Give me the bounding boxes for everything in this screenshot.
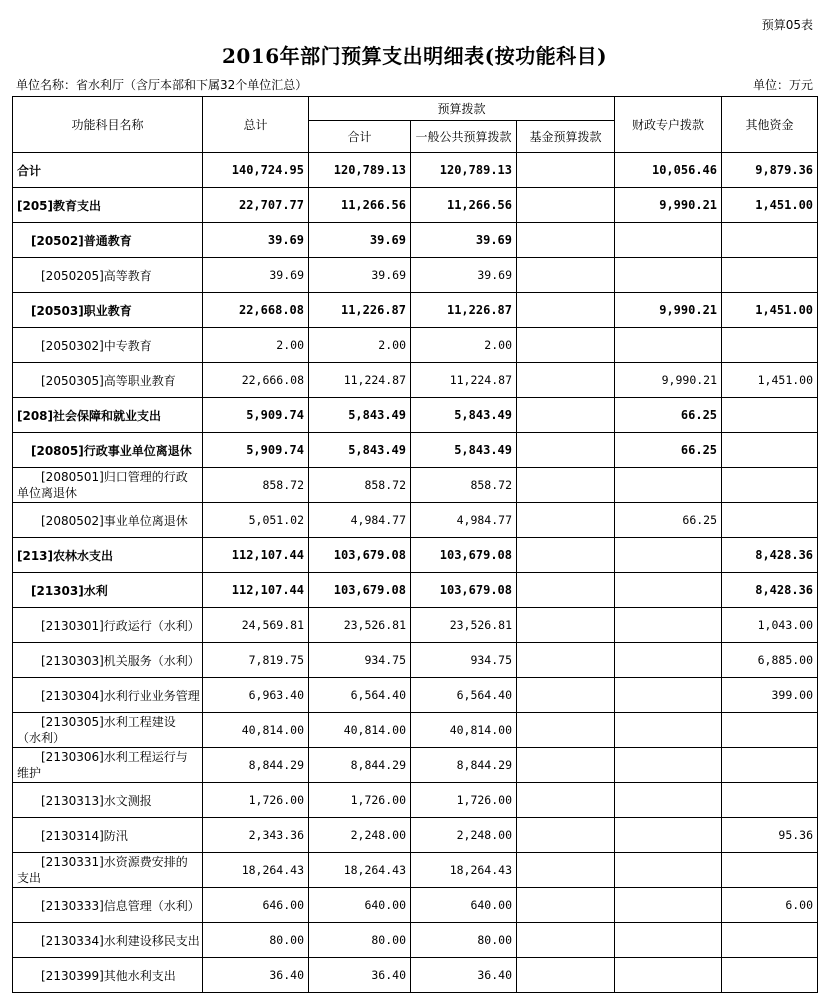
table-row xyxy=(13,608,818,643)
table-row xyxy=(13,713,818,748)
cell-special-funds xyxy=(615,783,722,818)
cell-special-funds xyxy=(615,573,722,608)
cell-budget-total: 36.40 xyxy=(309,958,411,993)
cell-budget-total: 1,726.00 xyxy=(309,783,411,818)
cell-total: 22,707.77 xyxy=(203,188,309,223)
table-row xyxy=(13,923,818,958)
cell-total: 39.69 xyxy=(203,223,309,258)
cell-other-funds: 1,451.00 xyxy=(722,363,818,398)
cell-other-funds: 399.00 xyxy=(722,678,818,713)
cell-other-funds: 1,043.00 xyxy=(722,608,818,643)
cell-other-funds xyxy=(722,853,818,888)
cell-fund-budget xyxy=(517,398,615,433)
cell-other-funds xyxy=(722,748,818,783)
cell-special-funds: 9,990.21 xyxy=(615,293,722,328)
cell-budget-total: 4,984.77 xyxy=(309,503,411,538)
cell-name: [2130305]水利工程建设（水利） xyxy=(13,713,203,748)
cell-general-budget: 2.00 xyxy=(411,328,517,363)
cell-name: [2130306]水利工程运行与维护 xyxy=(13,748,203,783)
cell-name: [2130314]防汛 xyxy=(13,818,203,853)
cell-budget-total: 640.00 xyxy=(309,888,411,923)
cell-total: 18,264.43 xyxy=(203,853,309,888)
cell-total: 112,107.44 xyxy=(203,573,309,608)
cell-general-budget: 18,264.43 xyxy=(411,853,517,888)
table-row xyxy=(13,398,818,433)
cell-other-funds: 6,885.00 xyxy=(722,643,818,678)
cell-special-funds xyxy=(615,678,722,713)
cell-fund-budget xyxy=(517,188,615,223)
table-body xyxy=(13,153,818,993)
cell-name: [2130303]机关服务（水利） xyxy=(13,643,203,678)
cell-name: [208]社会保障和就业支出 xyxy=(13,398,203,433)
table-row xyxy=(13,258,818,293)
cell-budget-total: 2.00 xyxy=(309,328,411,363)
cell-total: 80.00 xyxy=(203,923,309,958)
cell-other-funds xyxy=(722,503,818,538)
cell-total: 858.72 xyxy=(203,468,309,503)
cell-special-funds: 66.25 xyxy=(615,503,722,538)
cell-budget-total: 103,679.08 xyxy=(309,573,411,608)
cell-name: [2130399]其他水利支出 xyxy=(13,958,203,993)
cell-fund-budget xyxy=(517,468,615,503)
table-row xyxy=(13,433,818,468)
cell-budget-total: 11,266.56 xyxy=(309,188,411,223)
cell-fund-budget xyxy=(517,153,615,188)
cell-special-funds xyxy=(615,538,722,573)
table-row xyxy=(13,223,818,258)
table-row xyxy=(13,958,818,993)
cell-special-funds: 9,990.21 xyxy=(615,363,722,398)
cell-general-budget: 4,984.77 xyxy=(411,503,517,538)
table-row xyxy=(13,853,818,888)
cell-general-budget: 120,789.13 xyxy=(411,153,517,188)
cell-total: 112,107.44 xyxy=(203,538,309,573)
cell-general-budget: 1,726.00 xyxy=(411,783,517,818)
cell-fund-budget xyxy=(517,223,615,258)
cell-budget-total: 5,843.49 xyxy=(309,433,411,468)
header-name: 功能科目名称 xyxy=(13,97,203,153)
cell-total: 6,963.40 xyxy=(203,678,309,713)
cell-other-funds: 95.36 xyxy=(722,818,818,853)
cell-fund-budget xyxy=(517,293,615,328)
cell-total: 24,569.81 xyxy=(203,608,309,643)
header-general-budget: 一般公共预算拨款 xyxy=(411,121,517,153)
cell-total: 646.00 xyxy=(203,888,309,923)
cell-name: [2130331]水资源费安排的支出 xyxy=(13,853,203,888)
cell-fund-budget xyxy=(517,573,615,608)
cell-budget-total: 18,264.43 xyxy=(309,853,411,888)
table-number-label: 预算05表 xyxy=(761,18,813,32)
cell-special-funds xyxy=(615,608,722,643)
cell-name: [2130301]行政运行（水利） xyxy=(13,608,203,643)
cell-total: 8,844.29 xyxy=(203,748,309,783)
cell-total: 5,051.02 xyxy=(203,503,309,538)
cell-name: [2130334]水利建设移民支出 xyxy=(13,923,203,958)
cell-special-funds xyxy=(615,223,722,258)
cell-fund-budget xyxy=(517,888,615,923)
cell-budget-total: 934.75 xyxy=(309,643,411,678)
cell-name: [20502]普通教育 xyxy=(13,223,203,258)
cell-budget-total: 6,564.40 xyxy=(309,678,411,713)
cell-total: 7,819.75 xyxy=(203,643,309,678)
cell-other-funds xyxy=(722,783,818,818)
header-total: 总计 xyxy=(203,97,309,153)
cell-fund-budget xyxy=(517,328,615,363)
cell-general-budget: 11,224.87 xyxy=(411,363,517,398)
cell-name: [2050205]高等教育 xyxy=(13,258,203,293)
cell-general-budget: 858.72 xyxy=(411,468,517,503)
table-row xyxy=(13,818,818,853)
cell-general-budget: 11,266.56 xyxy=(411,188,517,223)
cell-total: 22,666.08 xyxy=(203,363,309,398)
cell-total: 22,668.08 xyxy=(203,293,309,328)
budget-table xyxy=(12,96,818,993)
cell-other-funds xyxy=(722,258,818,293)
cell-general-budget: 934.75 xyxy=(411,643,517,678)
cell-general-budget: 640.00 xyxy=(411,888,517,923)
cell-general-budget: 8,844.29 xyxy=(411,748,517,783)
table-row xyxy=(13,678,818,713)
cell-budget-total: 11,224.87 xyxy=(309,363,411,398)
cell-other-funds xyxy=(722,433,818,468)
cell-general-budget: 80.00 xyxy=(411,923,517,958)
cell-budget-total: 39.69 xyxy=(309,223,411,258)
cell-special-funds xyxy=(615,328,722,363)
table-row xyxy=(13,888,818,923)
cell-budget-total: 5,843.49 xyxy=(309,398,411,433)
table-row xyxy=(13,328,818,363)
cell-special-funds: 66.25 xyxy=(615,433,722,468)
table-row xyxy=(13,538,818,573)
table-row xyxy=(13,573,818,608)
cell-other-funds: 1,451.00 xyxy=(722,188,818,223)
cell-general-budget: 103,679.08 xyxy=(411,538,517,573)
cell-name: [20805]行政事业单位离退休 xyxy=(13,433,203,468)
cell-other-funds xyxy=(722,958,818,993)
cell-budget-total: 858.72 xyxy=(309,468,411,503)
cell-general-budget: 103,679.08 xyxy=(411,573,517,608)
cell-name: [205]教育支出 xyxy=(13,188,203,223)
cell-special-funds xyxy=(615,853,722,888)
header-fund-budget: 基金预算拨款 xyxy=(517,121,615,153)
cell-special-funds xyxy=(615,958,722,993)
table-row xyxy=(13,748,818,783)
cell-budget-total: 80.00 xyxy=(309,923,411,958)
cell-other-funds xyxy=(722,713,818,748)
cell-other-funds xyxy=(722,468,818,503)
table-row xyxy=(13,363,818,398)
cell-fund-budget xyxy=(517,608,615,643)
cell-special-funds xyxy=(615,643,722,678)
cell-budget-total: 11,226.87 xyxy=(309,293,411,328)
header-budget-total: 合计 xyxy=(309,121,411,153)
cell-fund-budget xyxy=(517,713,615,748)
cell-general-budget: 6,564.40 xyxy=(411,678,517,713)
cell-special-funds: 9,990.21 xyxy=(615,188,722,223)
table-row xyxy=(13,643,818,678)
cell-name: [2130304]水利行业业务管理 xyxy=(13,678,203,713)
cell-total: 39.69 xyxy=(203,258,309,293)
cell-other-funds: 9,879.36 xyxy=(722,153,818,188)
cell-general-budget: 36.40 xyxy=(411,958,517,993)
cell-general-budget: 39.69 xyxy=(411,258,517,293)
cell-special-funds xyxy=(615,818,722,853)
cell-fund-budget xyxy=(517,258,615,293)
cell-fund-budget xyxy=(517,363,615,398)
table-row xyxy=(13,153,818,188)
table-row xyxy=(13,503,818,538)
cell-fund-budget xyxy=(517,748,615,783)
cell-budget-total: 39.69 xyxy=(309,258,411,293)
cell-budget-total: 2,248.00 xyxy=(309,818,411,853)
table-row xyxy=(13,783,818,818)
cell-special-funds xyxy=(615,748,722,783)
cell-general-budget: 39.69 xyxy=(411,223,517,258)
cell-name: [213]农林水支出 xyxy=(13,538,203,573)
table-row xyxy=(13,293,818,328)
cell-budget-total: 40,814.00 xyxy=(309,713,411,748)
cell-general-budget: 11,226.87 xyxy=(411,293,517,328)
cell-fund-budget xyxy=(517,923,615,958)
cell-general-budget: 5,843.49 xyxy=(411,398,517,433)
cell-total: 2,343.36 xyxy=(203,818,309,853)
cell-total: 1,726.00 xyxy=(203,783,309,818)
cell-general-budget: 23,526.81 xyxy=(411,608,517,643)
cell-budget-total: 103,679.08 xyxy=(309,538,411,573)
header-special-funds: 财政专户拨款 xyxy=(615,97,722,153)
cell-special-funds xyxy=(615,468,722,503)
cell-fund-budget xyxy=(517,958,615,993)
cell-total: 140,724.95 xyxy=(203,153,309,188)
cell-fund-budget xyxy=(517,433,615,468)
cell-name: [2050302]中专教育 xyxy=(13,328,203,363)
cell-total: 36.40 xyxy=(203,958,309,993)
page-title: 2016年部门预算支出明细表(按功能科目) xyxy=(221,44,608,68)
cell-fund-budget xyxy=(517,853,615,888)
cell-special-funds: 10,056.46 xyxy=(615,153,722,188)
unit-label: 单位：万元 xyxy=(752,78,813,92)
cell-other-funds: 6.00 xyxy=(722,888,818,923)
cell-special-funds xyxy=(615,258,722,293)
cell-general-budget: 40,814.00 xyxy=(411,713,517,748)
cell-name: [2130313]水文测报 xyxy=(13,783,203,818)
cell-fund-budget xyxy=(517,678,615,713)
cell-special-funds xyxy=(615,923,722,958)
cell-fund-budget xyxy=(517,538,615,573)
table-row xyxy=(13,188,818,223)
cell-other-funds xyxy=(722,328,818,363)
cell-fund-budget xyxy=(517,503,615,538)
cell-budget-total: 120,789.13 xyxy=(309,153,411,188)
cell-special-funds: 66.25 xyxy=(615,398,722,433)
cell-total: 5,909.74 xyxy=(203,398,309,433)
cell-other-funds: 1,451.00 xyxy=(722,293,818,328)
cell-other-funds: 8,428.36 xyxy=(722,573,818,608)
header-budget-group: 预算拨款 xyxy=(309,97,615,121)
cell-name: [2080501]归口管理的行政单位离退休 xyxy=(13,468,203,503)
cell-total: 40,814.00 xyxy=(203,713,309,748)
cell-budget-total: 23,526.81 xyxy=(309,608,411,643)
cell-name: [21303]水利 xyxy=(13,573,203,608)
cell-fund-budget xyxy=(517,818,615,853)
cell-name: [2130333]信息管理（水利） xyxy=(13,888,203,923)
unit-name-label: 单位名称：省水利厅（含厅本部和下属32个单位汇总） xyxy=(16,78,308,92)
cell-name: [2050305]高等职业教育 xyxy=(13,363,203,398)
cell-special-funds xyxy=(615,713,722,748)
cell-name: 合计 xyxy=(13,153,203,188)
cell-other-funds xyxy=(722,923,818,958)
cell-name: [20503]职业教育 xyxy=(13,293,203,328)
cell-fund-budget xyxy=(517,643,615,678)
cell-general-budget: 2,248.00 xyxy=(411,818,517,853)
cell-total: 2.00 xyxy=(203,328,309,363)
cell-general-budget: 5,843.49 xyxy=(411,433,517,468)
cell-fund-budget xyxy=(517,783,615,818)
header-other-funds: 其他资金 xyxy=(722,97,818,153)
cell-other-funds xyxy=(722,398,818,433)
cell-budget-total: 8,844.29 xyxy=(309,748,411,783)
cell-total: 5,909.74 xyxy=(203,433,309,468)
table-row xyxy=(13,468,818,503)
cell-other-funds: 8,428.36 xyxy=(722,538,818,573)
cell-name: [2080502]事业单位离退休 xyxy=(13,503,203,538)
cell-other-funds xyxy=(722,223,818,258)
cell-special-funds xyxy=(615,888,722,923)
